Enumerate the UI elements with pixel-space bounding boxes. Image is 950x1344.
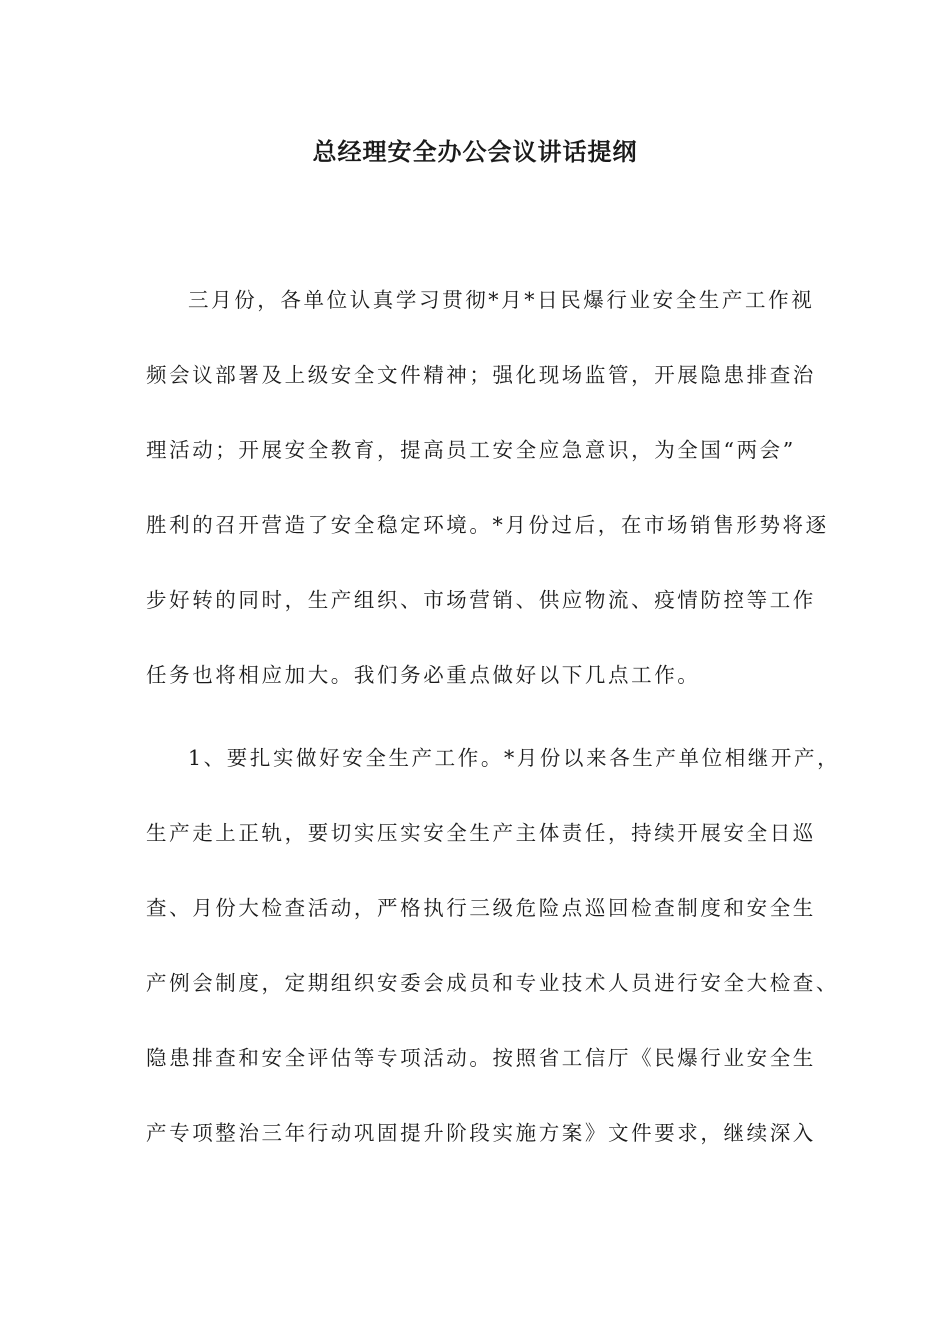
paragraph-1-line-1: 三月份，各单位认真学习贯彻*月*日民爆行业安全生产工作视 [188, 288, 815, 312]
paragraph-1-line-3: 理活动；开展安全教育，提高员工安全应急意识，为全国“两会” [146, 438, 796, 462]
paragraph-1-line-2: 频会议部署及上级安全文件精神；强化现场监管，开展隐患排查治 [146, 363, 816, 387]
paragraph-2-line-4: 产例会制度，定期组织安委会成员和专业技术人员进行安全大检查、 [146, 971, 839, 995]
paragraph-2-line-5: 隐患排查和安全评估等专项活动。按照省工信厅《民爆行业安全生 [146, 1046, 816, 1070]
paragraph-1-line-4: 胜利的召开营造了安全稳定环境。*月份过后，在市场销售形势将逐 [146, 513, 829, 537]
document-title: 总经理安全办公会议讲话提纲 [312, 138, 638, 166]
paragraph-1-line-5: 步好转的同时，生产组织、市场营销、供应物流、疫情防控等工作 [146, 588, 816, 612]
paragraph-2-line-2: 生产走上正轨，要切实压实安全生产主体责任，持续开展安全日巡 [146, 821, 816, 845]
paragraph-2-line-3: 查、月份大检查活动，严格执行三级危险点巡回检查制度和安全生 [146, 896, 816, 920]
paragraph-1-line-6: 任务也将相应加大。我们务必重点做好以下几点工作。 [146, 663, 701, 687]
paragraph-2-line-1: 1、要扎实做好安全生产工作。*月份以来各生产单位相继开产， [188, 746, 841, 770]
paragraph-2-line-6: 产专项整治三年行动巩固提升阶段实施方案》文件要求，继续深入 [146, 1121, 816, 1145]
